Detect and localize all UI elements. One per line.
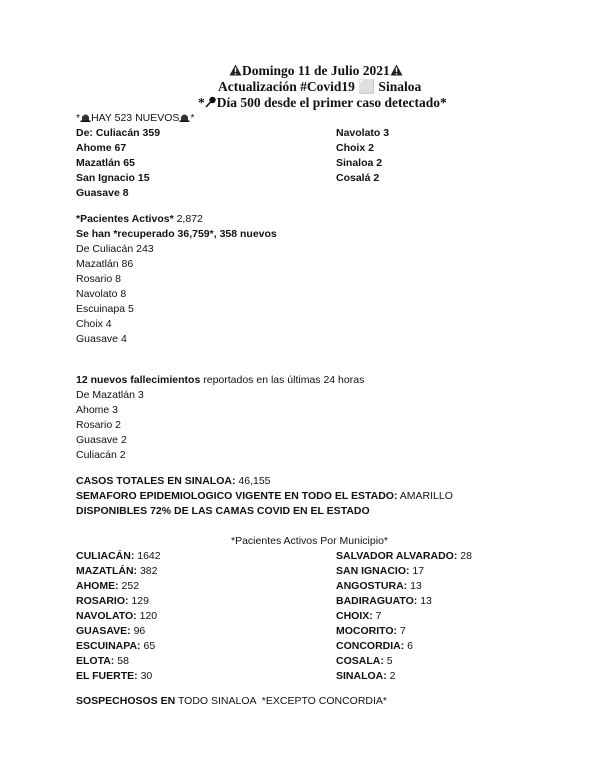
title-date: Domingo 11 de Julio 2021: [229, 63, 403, 79]
list-item: Escuinapa 5: [76, 303, 134, 315]
list-item: Ahome 3: [76, 404, 119, 416]
list-item: Navolato 3: [336, 127, 390, 139]
list-item: BADIRAGUATO: 13: [336, 595, 432, 607]
total-cases-line: CASOS TOTALES EN SINALOA: 46,155: [76, 475, 271, 487]
list-item: AHOME: 252: [76, 580, 140, 592]
active-patients-line: *Pacientes Activos* 2,872: [76, 213, 203, 225]
beds-line: DISPONIBLES 72% DE LAS CAMAS COVID EN EL ESTADO: [76, 505, 370, 517]
list-item: Guasave 2: [76, 434, 127, 446]
deaths-title: 12 nuevos fallecimientos reportados en las últimas 24 horas: [76, 374, 365, 386]
active-left-list: [76, 549, 161, 684]
list-item: EL FUERTE: 30: [76, 670, 153, 682]
list-item: Rosario 8: [76, 273, 121, 285]
list-item: ESCUINAPA: 65: [76, 640, 156, 652]
list-item: Culiacán 2: [76, 449, 126, 461]
list-item: Cosalá 2: [336, 172, 380, 184]
list-item: Guasave 8: [76, 187, 129, 199]
list-item: SALVADOR ALVARADO: 28: [336, 550, 472, 562]
list-item: MAZATLÁN: 382: [76, 565, 158, 577]
list-item: De Culiacán 243: [76, 243, 154, 255]
active-right-list: [336, 549, 472, 684]
list-item: Ahome 67: [76, 142, 127, 154]
list-item: CHOIX: 7: [336, 610, 382, 622]
suspects-line: SOSPECHOSOS EN TODO SINALOA *EXCEPTO CONCORDIA*: [76, 695, 388, 707]
warning-icon: [229, 64, 242, 76]
list-item: Mazatlán 86: [76, 258, 134, 270]
list-item: SAN IGNACIO: 17: [336, 565, 425, 577]
new-cases-title: * HAY 523 NUEVOS *: [76, 112, 195, 124]
list-item: Choix 4: [76, 318, 112, 330]
list-item: ROSARIO: 129: [76, 595, 149, 607]
recovered-line: Se han *recuperado 36,759*, 358 nuevos: [76, 228, 277, 240]
deaths-list: [76, 388, 144, 463]
new-cases-left-list: [76, 126, 160, 201]
warning-icon: [390, 64, 403, 76]
list-item: Rosario 2: [76, 419, 121, 431]
list-item: Sinaloa 2: [336, 157, 383, 169]
list-item: Guasave 4: [76, 333, 127, 345]
list-item: San Ignacio 15: [76, 172, 150, 184]
list-item: ANGOSTURA: 13: [336, 580, 422, 592]
list-item: De: Culiacán 359: [76, 127, 161, 139]
list-item: De Mazatlán 3: [76, 389, 144, 401]
list-item: COSALA: 5: [336, 655, 393, 667]
list-item: CULIACÁN: 1642: [76, 550, 161, 562]
list-item: NAVOLATO: 120: [76, 610, 158, 622]
police-light-icon: [80, 112, 91, 122]
title-day-counter: * Día 500 desde el primer caso detectado*: [198, 95, 447, 110]
list-item: Choix 2: [336, 142, 374, 154]
active-by-municipality-title: *Pacientes Activos Por Municipio*: [231, 535, 388, 547]
list-item: GUASAVE: 96: [76, 625, 146, 637]
list-item: SINALOA: 2: [336, 670, 396, 682]
list-item: ELOTA: 58: [76, 655, 129, 667]
recovered-list: [76, 242, 154, 347]
police-light-icon: [179, 112, 190, 122]
list-item: Mazatlán 65: [76, 157, 135, 169]
pushpin-icon: [205, 96, 217, 108]
list-item: CONCORDIA: 6: [336, 640, 414, 652]
list-item: MOCORITO: 7: [336, 625, 406, 637]
list-item: Navolato 8: [76, 288, 127, 300]
semaforo-line: SEMAFORO EPIDEMIOLOGICO VIGENTE EN TODO EL ESTADO: AMARILLO: [76, 490, 453, 502]
title-update: Actualización #Covid19 ⬜ Sinaloa: [218, 79, 422, 94]
new-cases-right-list: [336, 126, 389, 186]
